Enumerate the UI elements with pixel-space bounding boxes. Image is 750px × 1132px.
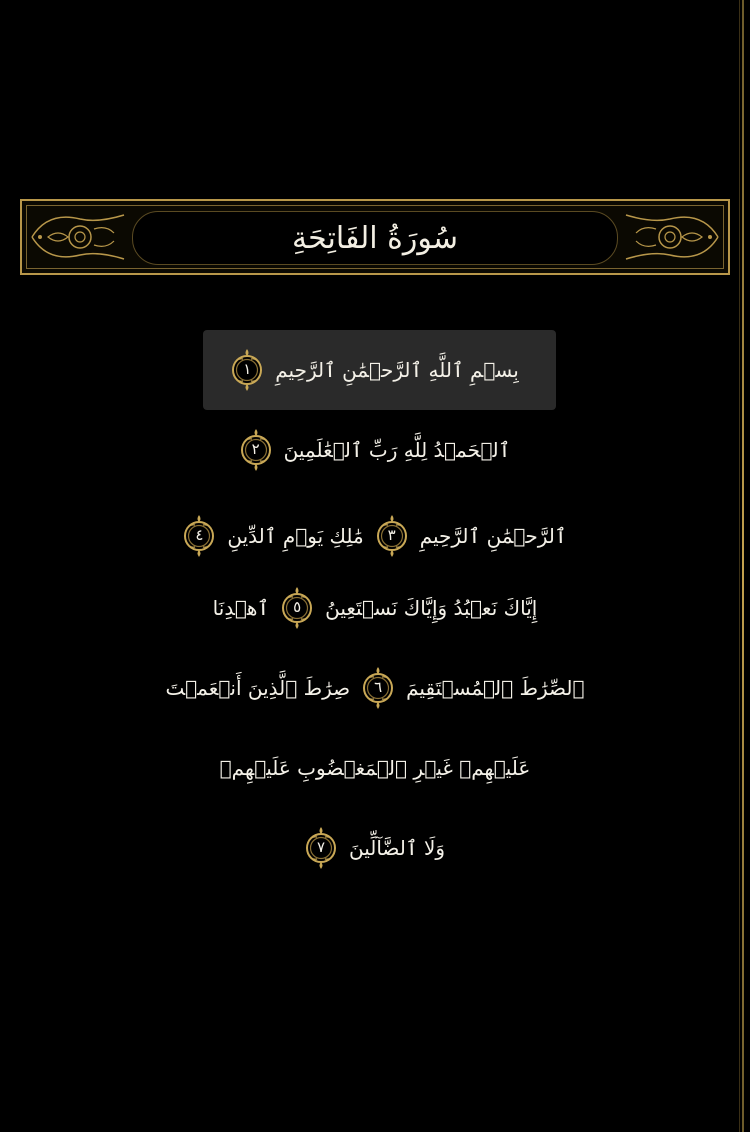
ayah-number: ٣ xyxy=(387,526,396,544)
ayah-number: ٦ xyxy=(374,678,383,696)
verse-text[interactable]: بِسۡمِ ٱللَّهِ ٱلرَّحۡمَٰنِ ٱلرَّحِيمِ xyxy=(275,358,519,382)
verse-text[interactable]: ٱهۡدِنَا xyxy=(212,596,270,620)
quran-line xyxy=(40,332,710,408)
ayah-number: ٧ xyxy=(316,838,326,856)
verse-text[interactable]: مَٰلِكِ يَوۡمِ ٱلدِّينِ xyxy=(227,524,364,548)
surah-title: سُورَةُ الفَاتِحَةِ xyxy=(292,220,458,256)
page-edge-border xyxy=(742,0,744,1132)
ayah-number-marker[interactable] xyxy=(305,826,337,870)
ayah-number: ١ xyxy=(243,360,252,378)
verse-text[interactable]: إِيَّاكَ نَعۡبُدُ وَإِيَّاكَ نَسۡتَعِينُ xyxy=(325,596,538,620)
verse-text[interactable]: ٱلرَّحۡمَٰنِ ٱلرَّحِيمِ xyxy=(419,524,567,548)
verse-text[interactable]: صِرَٰطَ ٱلَّذِينَ أَنۡعَمۡتَ xyxy=(165,676,351,700)
surah-name-box xyxy=(132,211,618,265)
quran-line xyxy=(40,730,710,806)
ayah-number-marker[interactable] xyxy=(183,514,215,558)
quran-line xyxy=(40,412,710,488)
quran-line xyxy=(40,650,710,726)
quran-line xyxy=(40,498,710,574)
ayah-number-marker[interactable] xyxy=(231,348,263,392)
verse-text[interactable]: ٱلۡحَمۡدُ لِلَّهِ رَبِّ ٱلۡعَٰلَمِينَ xyxy=(283,438,511,462)
ayah-number: ٥ xyxy=(293,598,302,616)
quran-line xyxy=(40,810,710,886)
verse-text[interactable]: وَلَا ٱلضَّآلِّينَ xyxy=(348,836,446,860)
ayah-number-marker[interactable] xyxy=(281,586,313,630)
surah-header-frame xyxy=(20,199,730,275)
ayah-number-marker[interactable] xyxy=(376,514,408,558)
verse-text[interactable]: ٱلصِّرَٰطَ ٱلۡمُسۡتَقِيمَ xyxy=(406,676,585,700)
header-ornament-left-icon xyxy=(28,207,128,267)
ayah-number: ٢ xyxy=(251,440,260,458)
page-edge-border-inner xyxy=(739,0,740,1132)
quran-line xyxy=(40,570,710,646)
header-ornament-right-icon xyxy=(622,207,722,267)
ayah-number: ٤ xyxy=(195,526,204,544)
verse-text[interactable]: عَلَيۡهِمۡ غَيۡرِ ٱلۡمَغۡضُوبِ عَلَيۡهِمۡ xyxy=(219,756,531,780)
ayah-number-marker[interactable] xyxy=(362,666,394,710)
ayah-number-marker[interactable] xyxy=(240,428,272,472)
